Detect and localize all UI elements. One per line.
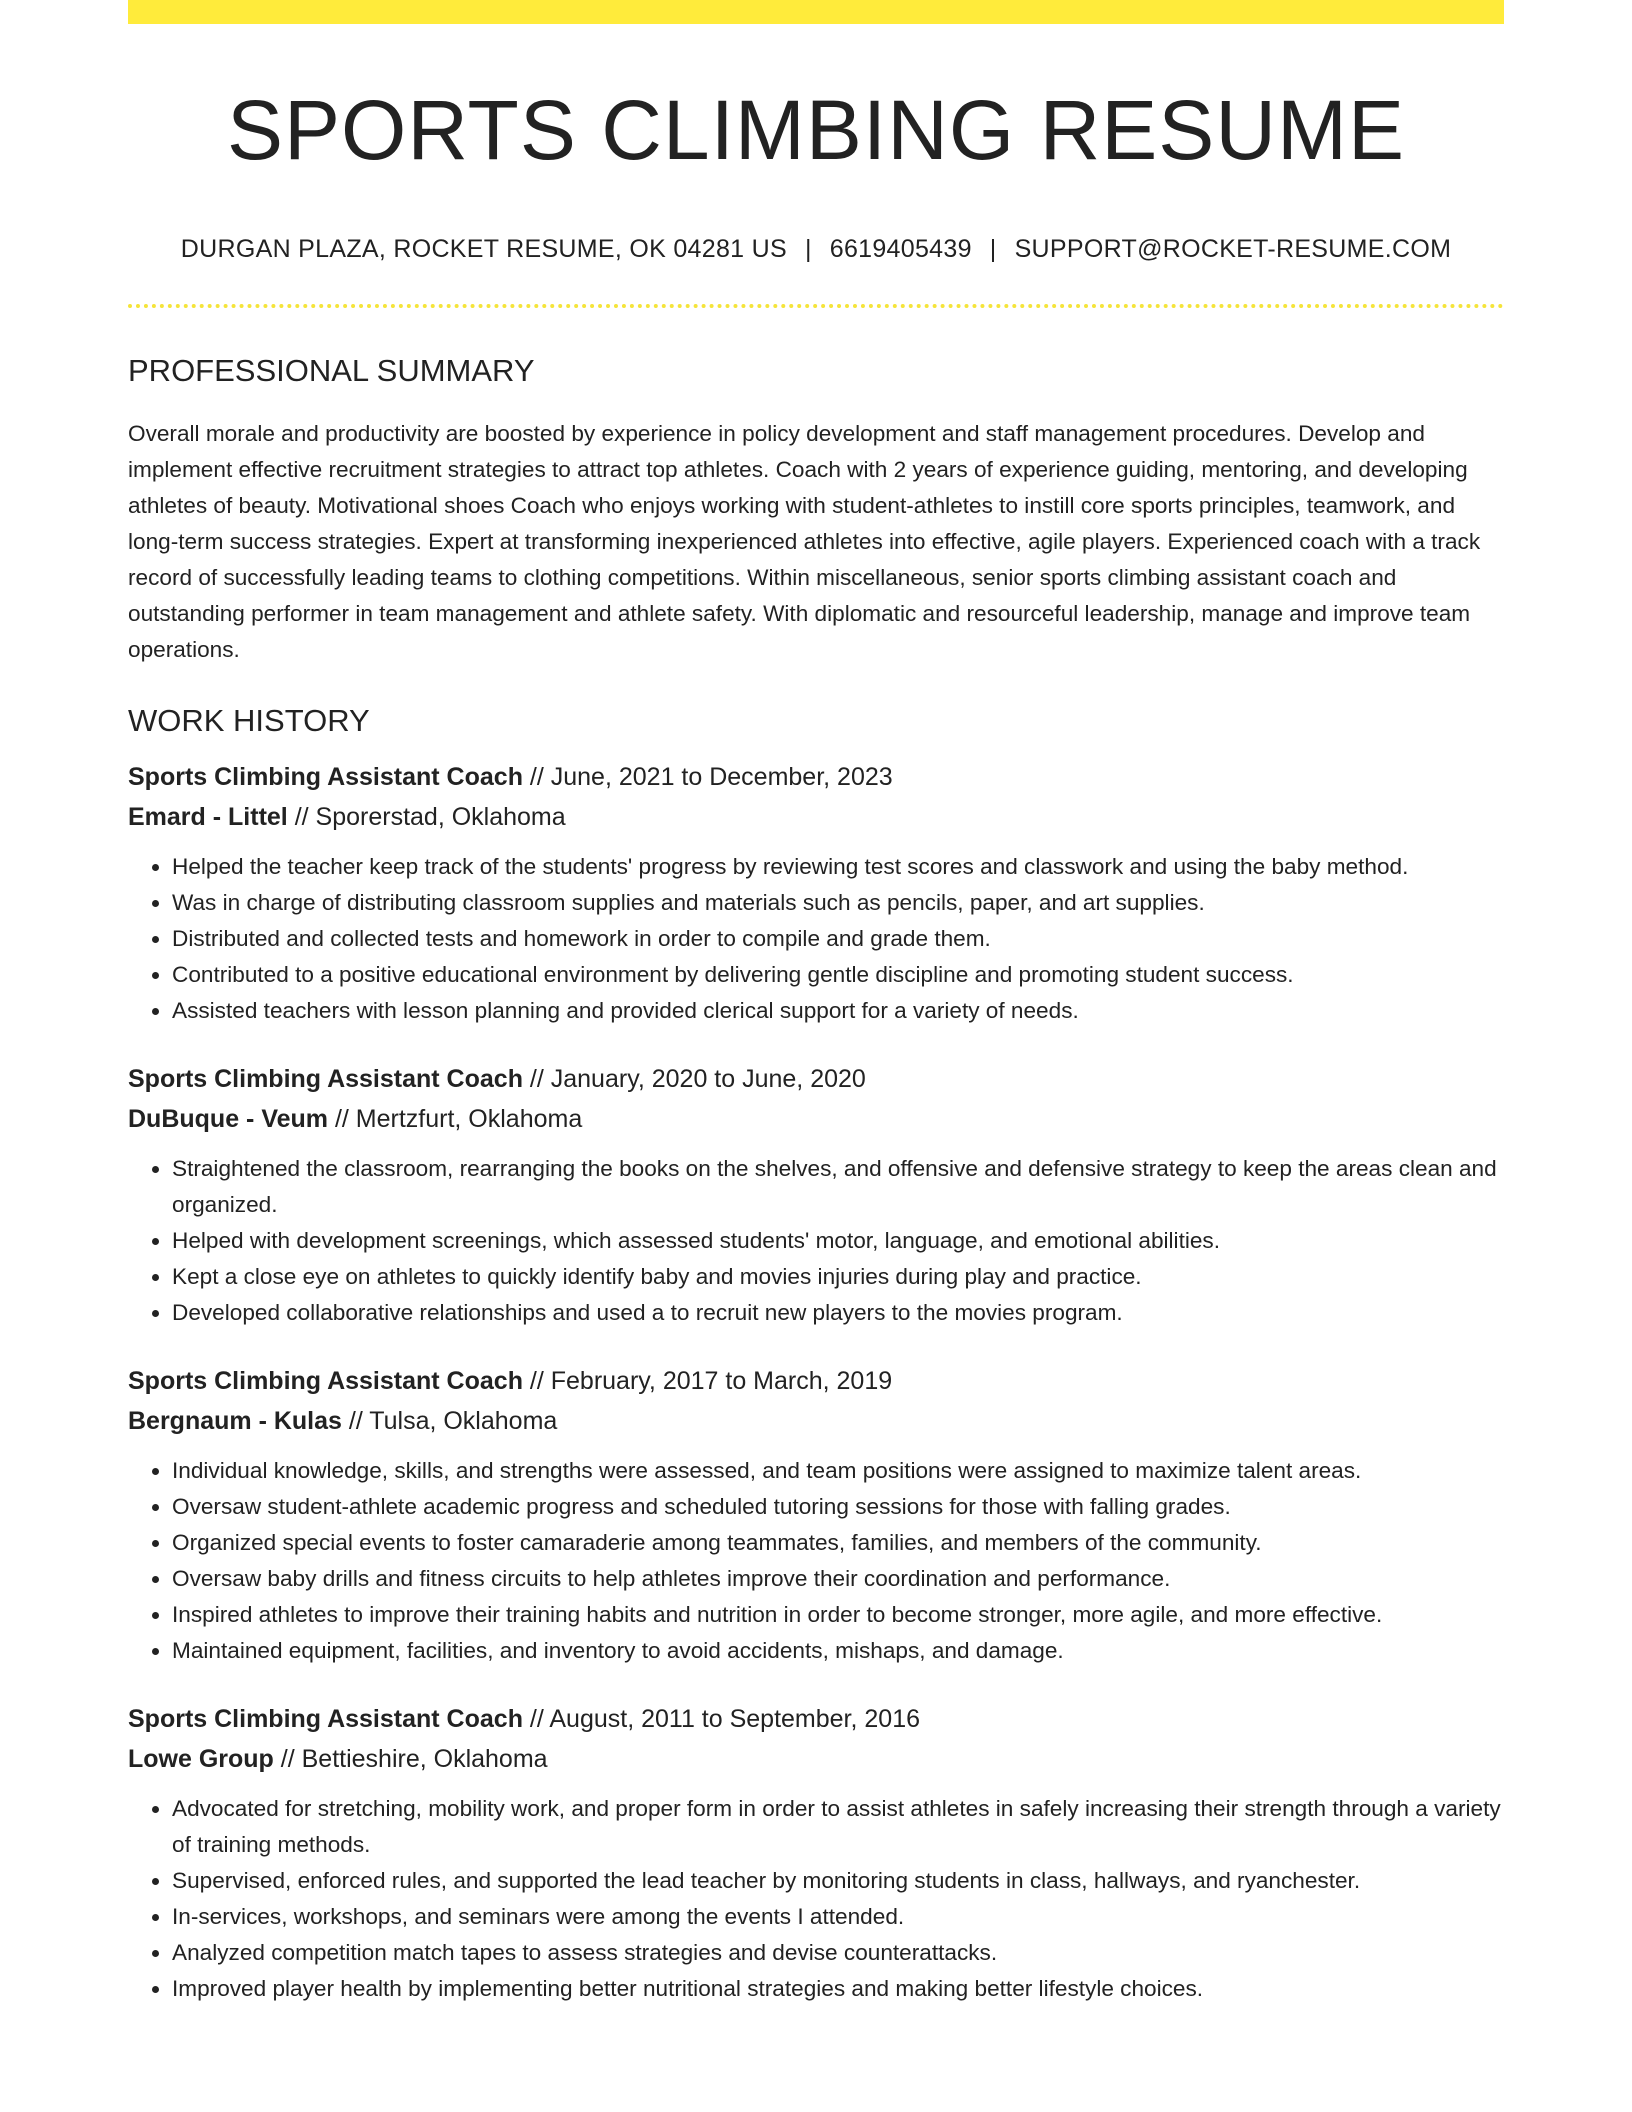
job-company-line bbox=[128, 1401, 1504, 1441]
job-bullet: • Inspired athletes to improve their training habits and nutrition in order to become stronger, more agile, and more effective. bbox=[172, 1597, 1504, 1633]
job-title-line bbox=[128, 1361, 1504, 1401]
job-location: // Bettieshire, Oklahoma bbox=[273, 1744, 548, 1773]
dotted-divider bbox=[128, 304, 1504, 308]
job-title-line bbox=[128, 1059, 1504, 1099]
job-company: Lowe Group bbox=[128, 1744, 274, 1773]
contact-phone: 6619405439 bbox=[829, 235, 972, 264]
job-title: Sports Climbing Assistant Coach bbox=[128, 1064, 523, 1093]
job-bullets bbox=[128, 1151, 1504, 1331]
job-bullet: • Helped the teacher keep track of the students' progress by reviewing test scores and classwork and using the baby method. bbox=[172, 849, 1504, 885]
job-title: Sports Climbing Assistant Coach bbox=[128, 1704, 523, 1733]
job-bullets bbox=[128, 849, 1504, 1029]
job-title: Sports Climbing Assistant Coach bbox=[128, 1366, 523, 1395]
job-dates: // January, 2020 to June, 2020 bbox=[522, 1064, 866, 1093]
job-dates: // August, 2011 to September, 2016 bbox=[522, 1704, 921, 1733]
job-location: // Sporerstad, Oklahoma bbox=[287, 802, 566, 831]
job-bullet: • Supervised, enforced rules, and supported the lead teacher by monitoring students in class, hallways, and ryanchester. bbox=[172, 1863, 1504, 1899]
job-bullet: • Contributed to a positive educational environment by delivering gentle discipline and promoting student success. bbox=[172, 957, 1504, 993]
job-dates: // February, 2017 to March, 2019 bbox=[522, 1366, 893, 1395]
job-title: Sports Climbing Assistant Coach bbox=[128, 762, 523, 791]
job-company-line bbox=[128, 1739, 1504, 1779]
job-bullets bbox=[128, 1453, 1504, 1669]
job-bullet: • Assisted teachers with lesson planning and provided clerical support for a variety of needs. bbox=[172, 993, 1504, 1029]
work-history-heading: WORK HISTORY bbox=[128, 702, 370, 738]
job-location: // Mertzfurt, Oklahoma bbox=[328, 1104, 583, 1133]
contact-email: SUPPORT@ROCKET-RESUME.COM bbox=[1014, 235, 1452, 264]
job-entry bbox=[128, 1699, 1504, 2007]
summary-text: Overall morale and productivity are boosted by experience in policy development and staff management procedures. Develop and implement effective recruitment strategies to attract top athletes. Coach with 2 years of experience guiding, mentoring, and developing athletes of beauty. Motivational shoes Coach who enjoys working with student-athletes to instill core sports principles, teamwork, and long-term success strategies. Expert at transforming inexperienced athletes into effective, agile players. Experienced coach with a track record of successfully leading teams to clothing competitions. Within miscellaneous, senior sports climbing assistant coach and outstanding performer in team management and athlete safety. With diplomatic and resourceful leadership, manage and improve team operations. bbox=[128, 420, 1481, 662]
job-bullets bbox=[128, 1791, 1504, 2007]
job-company: DuBuque - Veum bbox=[128, 1104, 329, 1133]
job-company-line bbox=[128, 1099, 1504, 1139]
contact-address: DURGAN PLAZA, ROCKET RESUME, OK 04281 US bbox=[180, 235, 787, 264]
resume-title: SPORTS CLIMBING RESUME bbox=[227, 83, 1405, 177]
job-company-line bbox=[128, 797, 1504, 837]
job-bullet: • In-services, workshops, and seminars were among the events I attended. bbox=[172, 1899, 1504, 1935]
job-entry bbox=[128, 757, 1504, 1029]
job-location: // Tulsa, Oklahoma bbox=[341, 1406, 558, 1435]
job-bullet: • Maintained equipment, facilities, and inventory to avoid accidents, mishaps, and damage. bbox=[172, 1633, 1504, 1669]
job-bullet: • Oversaw baby drills and fitness circuits to help athletes improve their coordination and performance. bbox=[172, 1561, 1504, 1597]
contact-separator: | bbox=[804, 235, 812, 264]
summary-heading: PROFESSIONAL SUMMARY bbox=[128, 353, 535, 389]
job-company: Emard - Littel bbox=[128, 802, 288, 831]
accent-bar bbox=[128, 0, 1504, 24]
job-bullet: • Organized special events to foster camaraderie among teammates, families, and members of the community. bbox=[172, 1525, 1504, 1561]
job-bullet: • Helped with development screenings, which assessed students' motor, language, and emotional abilities. bbox=[172, 1223, 1504, 1259]
job-bullet: • Advocated for stretching, mobility work, and proper form in order to assist athletes in safely increasing their strength through a variety of training methods. bbox=[172, 1791, 1504, 1863]
job-bullet: • Distributed and collected tests and homework in order to compile and grade them. bbox=[172, 921, 1504, 957]
job-bullet: • Was in charge of distributing classroom supplies and materials such as pencils, paper, and art supplies. bbox=[172, 885, 1504, 921]
job-company: Bergnaum - Kulas bbox=[128, 1406, 342, 1435]
job-title-line bbox=[128, 757, 1504, 797]
job-bullet: • Improved player health by implementing better nutritional strategies and making better lifestyle choices. bbox=[172, 1971, 1504, 2007]
job-bullet: • Individual knowledge, skills, and strengths were assessed, and team positions were assigned to maximize talent areas. bbox=[172, 1453, 1504, 1489]
job-bullet: • Analyzed competition match tapes to assess strategies and devise counterattacks. bbox=[172, 1935, 1504, 1971]
contact-separator: | bbox=[989, 235, 997, 264]
job-bullet: • Straightened the classroom, rearranging the books on the shelves, and offensive and defensive strategy to keep the areas clean and organized. bbox=[172, 1151, 1504, 1223]
work-history-list bbox=[128, 757, 1504, 2007]
job-title-line bbox=[128, 1699, 1504, 1739]
job-bullet: • Developed collaborative relationships and used a to recruit new players to the movies program. bbox=[172, 1295, 1504, 1331]
job-dates: // June, 2021 to December, 2023 bbox=[522, 762, 893, 791]
job-entry bbox=[128, 1059, 1504, 1331]
contact-line bbox=[128, 234, 1504, 264]
job-bullet: • Kept a close eye on athletes to quickly identify baby and movies injuries during play and practice. bbox=[172, 1259, 1504, 1295]
job-entry bbox=[128, 1361, 1504, 1669]
job-bullet: • Oversaw student-athlete academic progress and scheduled tutoring sessions for those with falling grades. bbox=[172, 1489, 1504, 1525]
resume-page bbox=[128, 0, 1504, 2007]
